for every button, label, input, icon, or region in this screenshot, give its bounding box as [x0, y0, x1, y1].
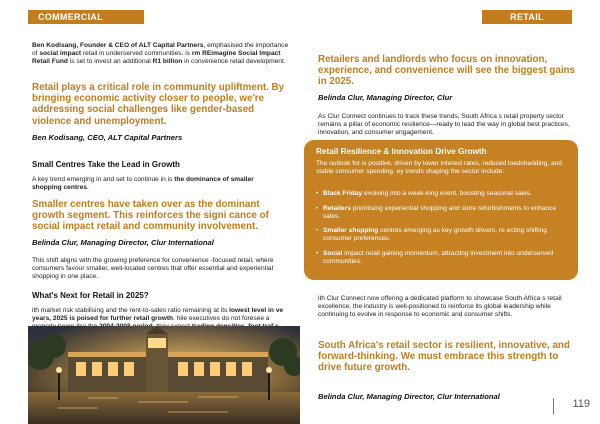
para3-part3: . hile executives do not foresee a [173, 315, 270, 322]
list-item [316, 205, 570, 221]
paragraph-small-centres [32, 176, 282, 192]
list-item [316, 227, 570, 243]
resilience-innovation-box [304, 140, 578, 280]
section-tab-commercial: COMMERCIAL [28, 10, 144, 24]
intro-part3: social impact [39, 50, 82, 57]
list-item-bold: Retailers [323, 204, 351, 212]
intro-part1: Ben Kodisang, Founder & CEO of ALT Capital Partners [32, 42, 204, 49]
paragraph-platform: ith Clur Connect now offering a dedicated platform to showcase South Africa s retail excellence, the industry is well-positioned to reinforce its global leadership while continuing to evolve in response to economic and consumer shifts. [318, 295, 562, 318]
paragraph-convenience: This shift aligns with the growing preference for convenience -focused retail, where consumers favour smaller, well-located centres that offer essential and experiential shopping in one place. [32, 257, 274, 280]
intro-part4: retail in underserved communities. is [81, 50, 192, 57]
list-item [316, 190, 570, 198]
page-number-divider [553, 398, 554, 414]
pull-quote-kodisang: Retail plays a critical role in community upliftment. By bringing economic activity closer to people, we're addressing social challenges like gender-based violence and unemployment. [32, 82, 285, 127]
intro-part2: , emphasised the importance of [32, 42, 289, 57]
paragraph-clur-connect: As Clur Connect continues to track these trends, South Africa s retail property sector remains a pillar of economic resilience—ready to lead the way in global best practices, innovation, and consumer engagement. [318, 113, 570, 136]
list-item-bold: Social [323, 249, 343, 257]
page-number: 119 [572, 398, 590, 410]
pull-quote-clur-2: Retailers and landlords who focus on innovation, experience, and convenience will see the biggest gains in 2025. [318, 54, 575, 88]
para1-part3: . [86, 184, 89, 191]
intro-part7: R1 billion [152, 58, 183, 65]
intro-part8: in convenience retail development. [182, 58, 286, 65]
para1-part2: the dominance of smaller shopping centres [32, 176, 254, 191]
pull-quote-clur-1: Smaller centres have taken over as the dominant growth segment. This reinforces the signi cance of social impact retail and community involvement. [32, 199, 269, 233]
list-item-text: centres emerging as key growth drivers, re ecting shifting consumer preferences. [323, 227, 547, 242]
pull-quote-clur-3: South Africa's retail sector is resilient, innovative, and forward-thinking. We must embrace this strength to drive future growth. [318, 340, 570, 374]
intro-part5: rm REimagine Social Impact Retail Fund [32, 50, 281, 65]
attribution-clur-2: Belinda Clur, Managing Director, Clur [318, 93, 453, 102]
list-item-bold: Smaller shopping [323, 227, 379, 234]
para1-part1: A key trend emerging in and set to continue in is [32, 176, 175, 183]
para3-part2: lowest level in ve years, 2025 is poised for further retail growth [32, 307, 284, 322]
section-tab-retail: RETAIL [482, 10, 572, 24]
attribution-clur-3: Belinda Clur, Managing Director, Clur International [318, 392, 500, 401]
list-item-text: evolving into a week-long event, boosting seasonal sales. [362, 190, 532, 197]
heading-whats-next: What's Next for Retail in 2025? [32, 291, 149, 300]
trend-list [316, 190, 570, 272]
attribution-kodisang: Ben Kodisang, CEO, ALT Capital Partners [32, 133, 183, 142]
attribution-clur-1: Belinda Clur, Managing Director, Clur International [32, 238, 214, 247]
heading-small-centres: Small Centres Take the Lead in Growth [32, 160, 180, 169]
list-item [316, 250, 570, 266]
box-title: Retail Resilience & Innovation Drive Growth [316, 147, 487, 156]
list-item-text: impact retail gaining momentum, attracting investment into underserved communities. [323, 249, 554, 265]
shopping-centre-photo [28, 326, 300, 424]
intro-part6: is set to invest an additional [67, 58, 153, 65]
list-item-text: prioritising experiential shopping and store refurbishments to enhance sales. [323, 204, 557, 220]
box-intro: The outlook for is positive, driven by lower interest rates, reduced loadshedding, and stable consumer spending. ey trends shaping the sector include: [316, 160, 562, 175]
intro-paragraph [32, 42, 294, 66]
para3-part1: ith market risk stabilising and the rent-to-sales ratio remaining at its [32, 307, 230, 314]
list-item-bold: Black Friday [323, 190, 363, 197]
